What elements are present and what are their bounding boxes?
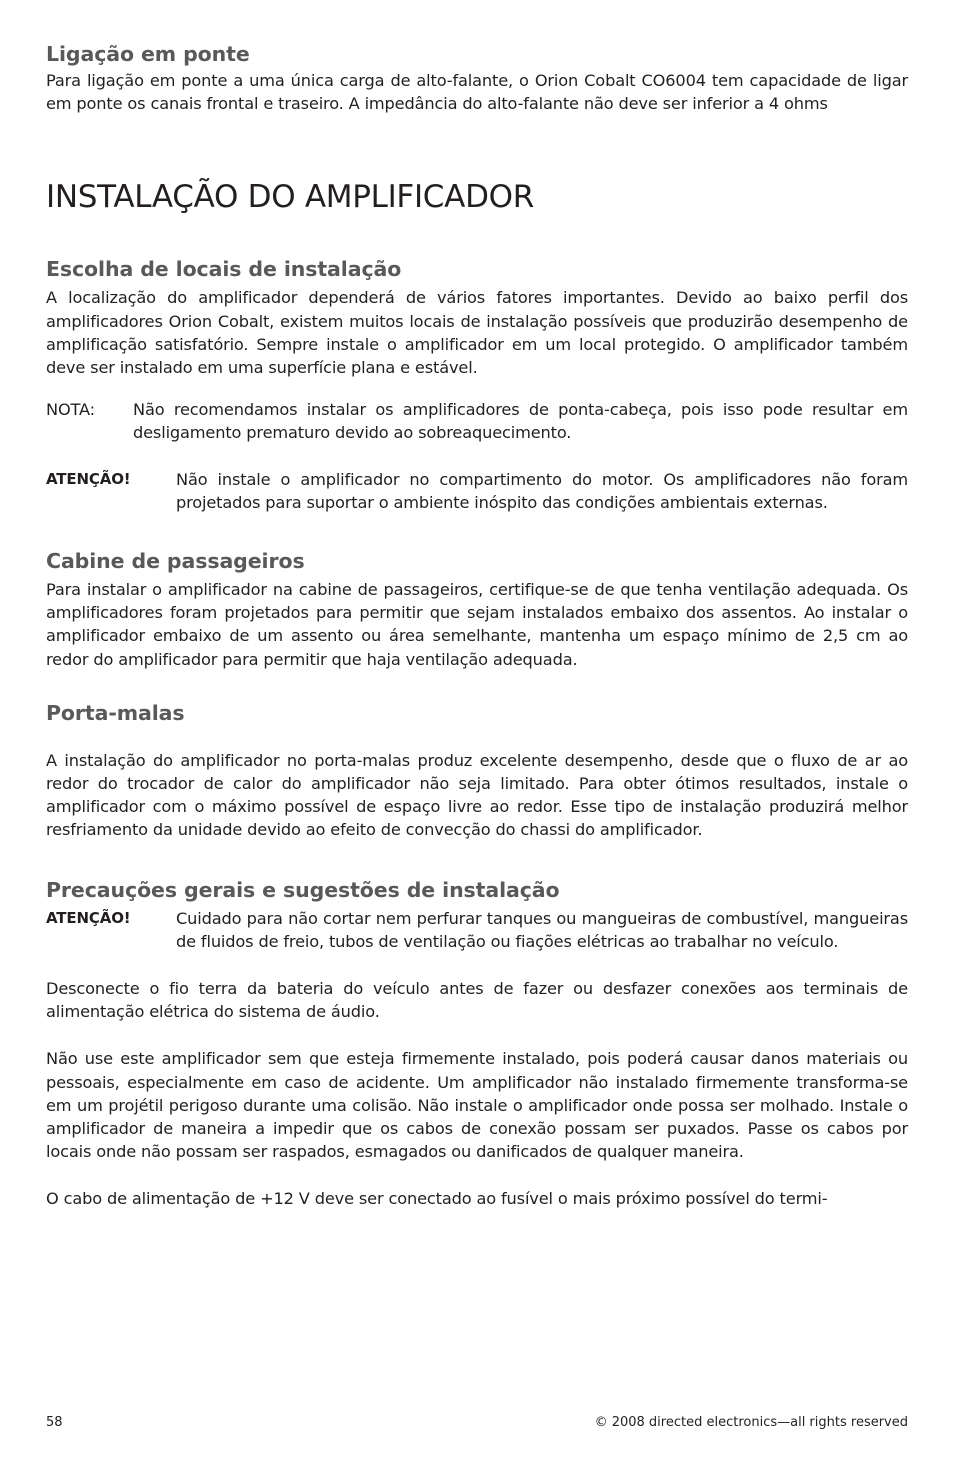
page-number: 58: [46, 1415, 63, 1430]
warning-text: Cuidado para não cortar nem perfurar tanques ou mangueiras de combustível, mangueiras de fluidos de freio, tubos de ventilação ou fiações elétricas ao trabalhar no veículo.: [176, 908, 908, 951]
heading-location: Escolha de locais de instalação: [46, 257, 402, 282]
page-title: INSTALAÇÃO DO AMPLIFICADOR: [46, 179, 534, 216]
page-content: [46, 40, 908, 1211]
heading-trunk: Porta-malas: [46, 700, 185, 725]
note-label: NOTA:: [46, 400, 95, 420]
warning-label: ATENÇÃO!: [46, 469, 131, 488]
note-block: [46, 398, 908, 444]
paragraph-power-cable: O cabo de alimentação de +12 V deve ser conectado ao fusível o mais próximo possível do termi-: [46, 1189, 828, 1209]
warning-text: Não instale o amplificador no compartimento do motor. Os amplificadores não foram projetados para suportar o ambiente inóspito das condições ambientais externas.: [176, 469, 908, 512]
paragraph-trunk: A instalação do amplificador no porta-malas produz excelente desempenho, desde que o fluxo de ar ao redor do trocador de calor do amplificador não seja limitado. Para obter ótimos resultados, instale o amplificador com o máximo possível de espaço livre ao redor. Esse tipo de instalação produzirá melhor resfriamento da unidade devido ao efeito de convecção do chassi do amplificador.: [46, 750, 908, 840]
paragraph-cabin: Para instalar o amplificador na cabine de passageiros, certifique-se de que tenha ventilação adequada. Os amplificadores foram projetados para permitir que sejam instalados embaixo dos assentos. Ao instalar o amplificador embaixo de um assento ou área semelhante, mantenha um espaço mínimo de 2,5 cm ao redor do amplificador para permitir que haja ventilação adequada.: [46, 580, 908, 669]
warning-block-fuel: [46, 907, 908, 953]
page-footer: [46, 1414, 908, 1432]
heading-precautions: Precauções gerais e sugestões de instalação: [46, 877, 560, 902]
copyright-notice: © 2008 directed electronics—all rights reserved: [594, 1415, 908, 1430]
heading-cabin: Cabine de passageiros: [46, 549, 305, 574]
paragraph-location: A localização do amplificador dependerá de vários fatores importantes. Devido ao baixo perfil dos amplificadores Orion Cobalt, existem muitos locais de instalação possíveis que produzirão desempenho de amplificação satisfatório. Sempre instale o amplificador em um local protegido. O amplificador também deve ser instalado em uma superfície plana e estável.: [46, 288, 908, 378]
paragraph-bridging: Para ligação em ponte a uma única carga de alto-falante, o Orion Cobalt CO6004 tem capacidade de ligar em ponte os canais frontal e traseiro. A impedância do alto-falante não deve ser inferior a 4 ohms: [46, 71, 908, 114]
paragraph-secure-mounting: Não use este amplificador sem que esteja firmemente instalado, pois poderá causar danos materiais ou pessoais, especialmente em caso de acidente. Um amplificador não instalado firmemente transforma-se em um projétil perigoso durante uma colisão. Não instale o amplificador onde possa ser molhado. Instale o amplificador de maneira a impedir que os cabos de conexão possam ser puxados. Passe os cabos por locais onde não possam ser raspados, esmagados ou danificados de qualquer maneira.: [46, 1049, 908, 1162]
warning-label: ATENÇÃO!: [46, 908, 131, 927]
warning-block-engine: [46, 468, 908, 514]
note-text: Não recomendamos instalar os amplificadores de ponta-cabeça, pois isso pode resultar em desligamento prematuro devido ao sobreaquecimento.: [133, 400, 908, 443]
heading-bridging: Ligação em ponte: [46, 42, 250, 66]
paragraph-disconnect-ground: Desconecte o fio terra da bateria do veículo antes de fazer ou desfazer conexões aos terminais de alimentação elétrica do sistema de áudio.: [46, 979, 908, 1022]
